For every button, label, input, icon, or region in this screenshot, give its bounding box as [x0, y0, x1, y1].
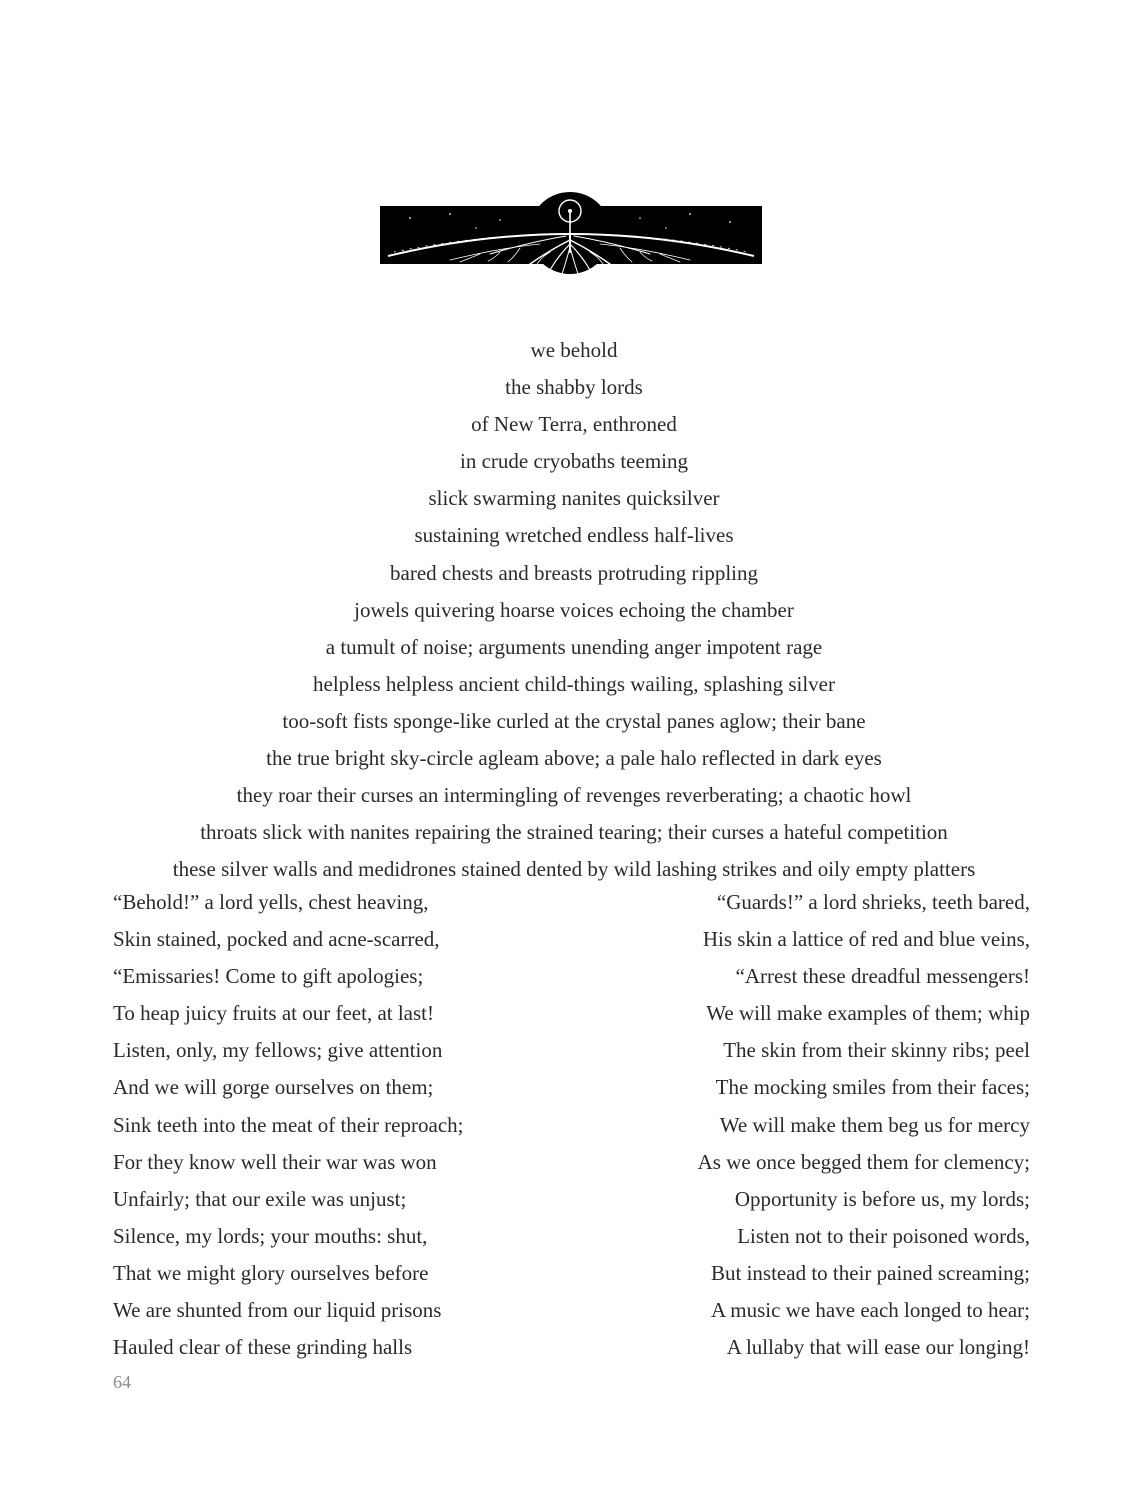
right-verse-line: Opportunity is before us, my lords;	[734, 1186, 1030, 1211]
left-verse-line: We are shunted from our liquid prisons	[113, 1298, 442, 1323]
stanza-line: they roar their curses an intermingling of revenges reverberating; a chaotic howl	[236, 783, 912, 808]
right-verse-line: The skin from their skinny ribs; peel	[723, 1038, 1030, 1063]
right-verse-line: We will make them beg us for mercy	[719, 1112, 1030, 1137]
left-verse-line: That we might glory ourselves before	[113, 1260, 429, 1285]
center-stanza	[0, 332, 1148, 888]
right-verse-line: As we once begged them for clemency;	[697, 1149, 1030, 1174]
left-verse-line: Unfairly; that our exile was unjust;	[113, 1186, 407, 1211]
stanza-line: the shabby lords	[505, 375, 643, 400]
left-verse-line: Hauled clear of these grinding halls	[113, 1335, 413, 1360]
roots-planet-ornament-icon	[380, 192, 762, 282]
two-column-verse	[113, 884, 1030, 1374]
stanza-line: helpless helpless ancient child-things wailing, splashing silver	[313, 671, 835, 696]
right-verse-line: The mocking smiles from their faces;	[715, 1075, 1030, 1100]
left-verse-line: For they know well their war was won	[113, 1149, 437, 1174]
stanza-line: sustaining wretched endless half-lives	[414, 523, 734, 548]
left-column	[113, 884, 463, 1366]
stanza-line: these silver walls and medidrones stained dented by wild lashing strikes and oily empty platters	[172, 857, 976, 882]
left-verse-line: To heap juicy fruits at our feet, at last!	[113, 1001, 434, 1026]
left-verse-line: Skin stained, pocked and acne-scarred,	[113, 927, 440, 952]
right-verse-line: His skin a lattice of red and blue veins,	[702, 927, 1030, 952]
stanza-line: we behold	[530, 338, 618, 362]
page-number: 64	[113, 1372, 131, 1392]
stanza-line: too-soft fists sponge-like curled at the crystal panes aglow; their bane	[282, 708, 866, 733]
stanza-line: bared chests and breasts protruding rippling	[390, 560, 758, 585]
right-verse-line: A lullaby that will ease our longing!	[726, 1335, 1030, 1360]
right-verse-line: Listen not to their poisoned words,	[737, 1223, 1030, 1248]
left-verse-line: Silence, my lords; your mouths: shut,	[113, 1223, 428, 1248]
stanza-line: jowels quivering hoarse voices echoing the chamber	[354, 597, 794, 622]
left-verse-line: Sink teeth into the meat of their reproach;	[113, 1112, 464, 1137]
right-verse-line: But instead to their pained screaming;	[711, 1260, 1030, 1285]
stanza-line: the true bright sky-circle agleam above; a pale halo reflected in dark eyes	[266, 746, 882, 771]
stanza-line: throats slick with nanites repairing the strained tearing; their curses a hateful competition	[200, 820, 948, 845]
right-verse-line: “Arrest these dreadful messengers!	[735, 964, 1030, 989]
stanza-line: slick swarming nanites quicksilver	[428, 486, 720, 511]
stanza-line: a tumult of noise; arguments unending anger impotent rage	[325, 634, 823, 659]
right-verse-line: We will make examples of them; whip	[706, 1001, 1030, 1026]
left-verse-line: Listen, only, my fellows; give attention	[113, 1038, 443, 1063]
left-verse-line: “Emissaries! Come to gift apologies;	[113, 964, 424, 989]
left-verse-line: And we will gorge ourselves on them;	[113, 1075, 434, 1100]
stanza-line: of New Terra, enthroned	[471, 412, 677, 437]
right-column	[698, 884, 1030, 1366]
left-verse-line: “Behold!” a lord yells, chest heaving,	[113, 890, 429, 914]
right-verse-line: “Guards!” a lord shrieks, teeth bared,	[716, 890, 1030, 914]
right-verse-line: A music we have each longed to hear;	[711, 1298, 1030, 1323]
stanza-line: in crude cryobaths teeming	[459, 449, 688, 474]
